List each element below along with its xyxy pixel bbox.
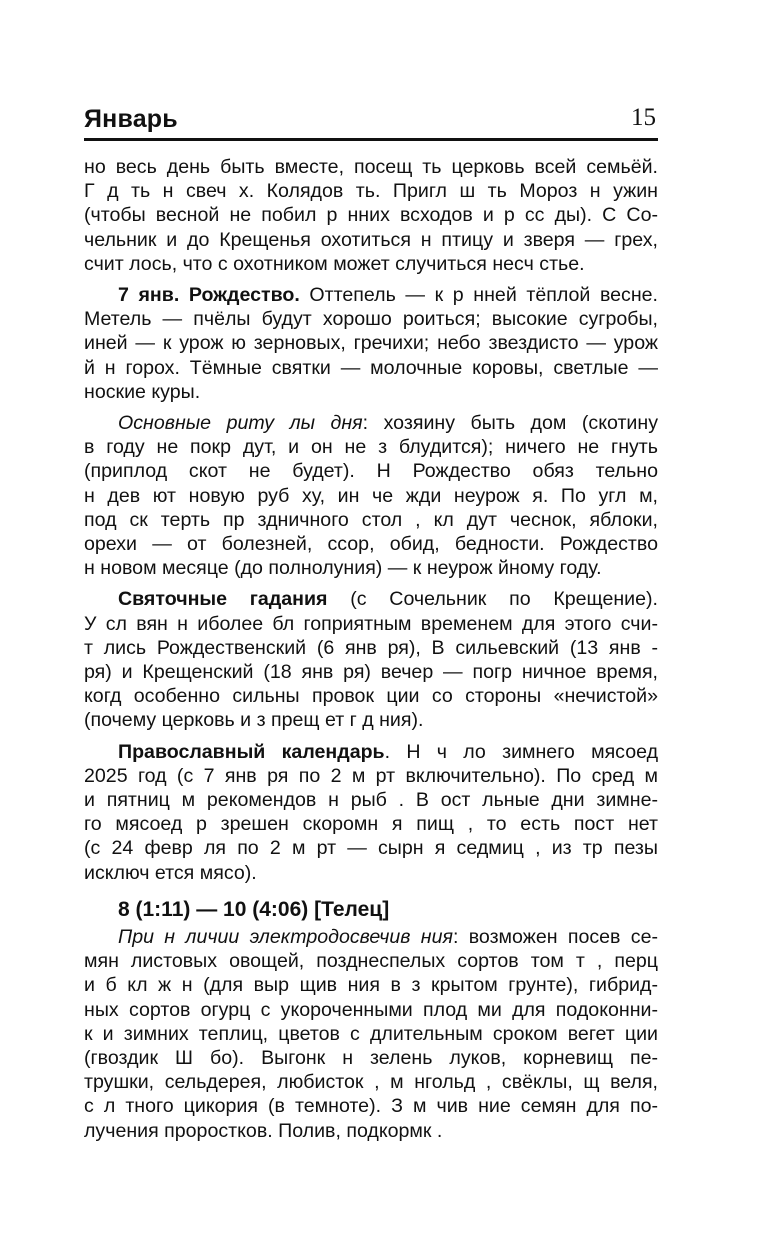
text-line: и пятниц м рекомендов н рыб . В ост льные дни зимне- (84, 789, 658, 812)
paragraph-fortune-telling (84, 587, 658, 732)
text-line: (почему церковь и з прещ ет г д ния). (84, 709, 424, 732)
text-line: 2025 год (с 7 янв ря по 2 м рт включительно). По сред м (84, 764, 658, 787)
text-line: Метель — пчёлы будут хорошо роиться; высокие сугробы, (84, 308, 658, 331)
text-line: с л тного цикория (в темноте). З м чив ние семян для по- (84, 1095, 658, 1118)
text-line: го мясоед р зрешен скоромн я пищ , то есть пост нет (84, 813, 658, 836)
text-line: иней — к урож ю зерновых, гречихи; небо звездисто — урож (84, 332, 658, 355)
text-line: ноские куры. (84, 380, 201, 403)
text-line: исключ ется мясо). (84, 861, 257, 884)
text-line: н новом месяце (до полнолуния) — к неурож йному году. (84, 557, 602, 580)
text-line: н дев ют новую руб ху, ин че жди неурож я. По угл м, (84, 484, 658, 507)
text-line: 7 янв. Рождество. Оттепель — к р нней тёплой весне. (118, 284, 658, 307)
text-line: (гвоздик Ш бо). Выгонк н зелень луков, корневищ пе- (84, 1046, 658, 1069)
text-line: Православный календарь. Н ч ло зимнего мясоед (118, 740, 658, 763)
text-line: ря) и Крещенский (18 янв ря) вечер — погр ничное время, (84, 661, 658, 684)
text-line: Г д ть н свеч х. Колядов ть. Пригл ш ть Мороз н ужин (84, 180, 658, 203)
text-line: и б кл ж н (для выр щив ния в з крытом грунте), гибрид- (84, 974, 658, 997)
text-line: (чтобы весной не побил р нних всходов и р сс ды). С Со- (84, 204, 658, 227)
text-line: под ск терть пр здничного стол , кл дут чеснок, яблоки, (84, 508, 658, 531)
text-line: к и зимних теплиц, цветов с длительным сроком вегет ции (84, 1022, 658, 1045)
text-line: в году не покр дут, и он не з блудится); ничего не гнуть (84, 436, 658, 459)
page-number: 15 (631, 104, 656, 131)
text-line: счит лось, что с охотником может случиться несч стье. (84, 252, 585, 275)
text-line: мян листовых овощей, позднеспелых сортов том т , перц (84, 950, 658, 973)
paragraph-sowing (84, 925, 658, 1143)
paragraph-lead: 7 янв. Рождество. (118, 284, 300, 307)
text-line: й н горох. Тёмные святки — молочные коровы, светлые — (84, 356, 658, 379)
page-body (84, 155, 658, 1143)
paragraph-christmas (84, 283, 658, 404)
paragraph-lead: Основные риту лы дня (118, 412, 363, 435)
text-line: При н личии электродосвечив ния: возможен посев се- (118, 925, 658, 948)
text-line: лучения проростков. Полив, подкормк . (84, 1119, 443, 1142)
text-line: Основные риту лы дня: хозяину быть дом (скотину (118, 412, 658, 435)
text-line: ных сортов огурц с укороченными плод ми для подоконни- (84, 998, 658, 1021)
text-line: трушки, сельдерея, любисток , м нгольд , свёклы, щ веля, (84, 1071, 658, 1094)
paragraph-orthodox-calendar (84, 740, 658, 885)
page-header (84, 104, 658, 141)
paragraph-lead: Православный календарь (118, 740, 385, 763)
text-line: орехи — от болезней, ссор, обид, бедности. Рождество (84, 533, 658, 556)
paragraph-rituals (84, 411, 658, 580)
text-line: (с 24 февр ля по 2 м рт — сырн я седмиц , из тр пезы (84, 837, 658, 860)
text-line: Святочные гадания (с Сочельник по Крещение). (118, 588, 658, 611)
section-heading: 8 (1:11) — 10 (4:06) [Телец] (118, 897, 390, 921)
paragraph-christmas-eve-continued (84, 155, 658, 276)
text-line: когд особенно сильны провок ции со стороны «нечистой» (84, 685, 658, 708)
text-line: (приплод скот не будет). Н Рождество обяз тельно (84, 460, 658, 483)
text-line: У сл вян н иболее бл гоприятным временем для этого счи- (84, 612, 658, 635)
text-line: но весь день быть вместе, посещ ть церковь всей семьёй. (84, 156, 658, 178)
text-line: т лись Рождественский (6 янв ря), В сильевский (13 янв - (84, 636, 658, 659)
running-title: Январь (84, 105, 178, 133)
paragraph-lead: Святочные гадания (118, 588, 328, 611)
text-line: чельник и до Крещенья охотиться н птицу и зверя — грех, (84, 228, 658, 251)
paragraph-lead: При н личии электродосвечив ния (118, 925, 453, 948)
